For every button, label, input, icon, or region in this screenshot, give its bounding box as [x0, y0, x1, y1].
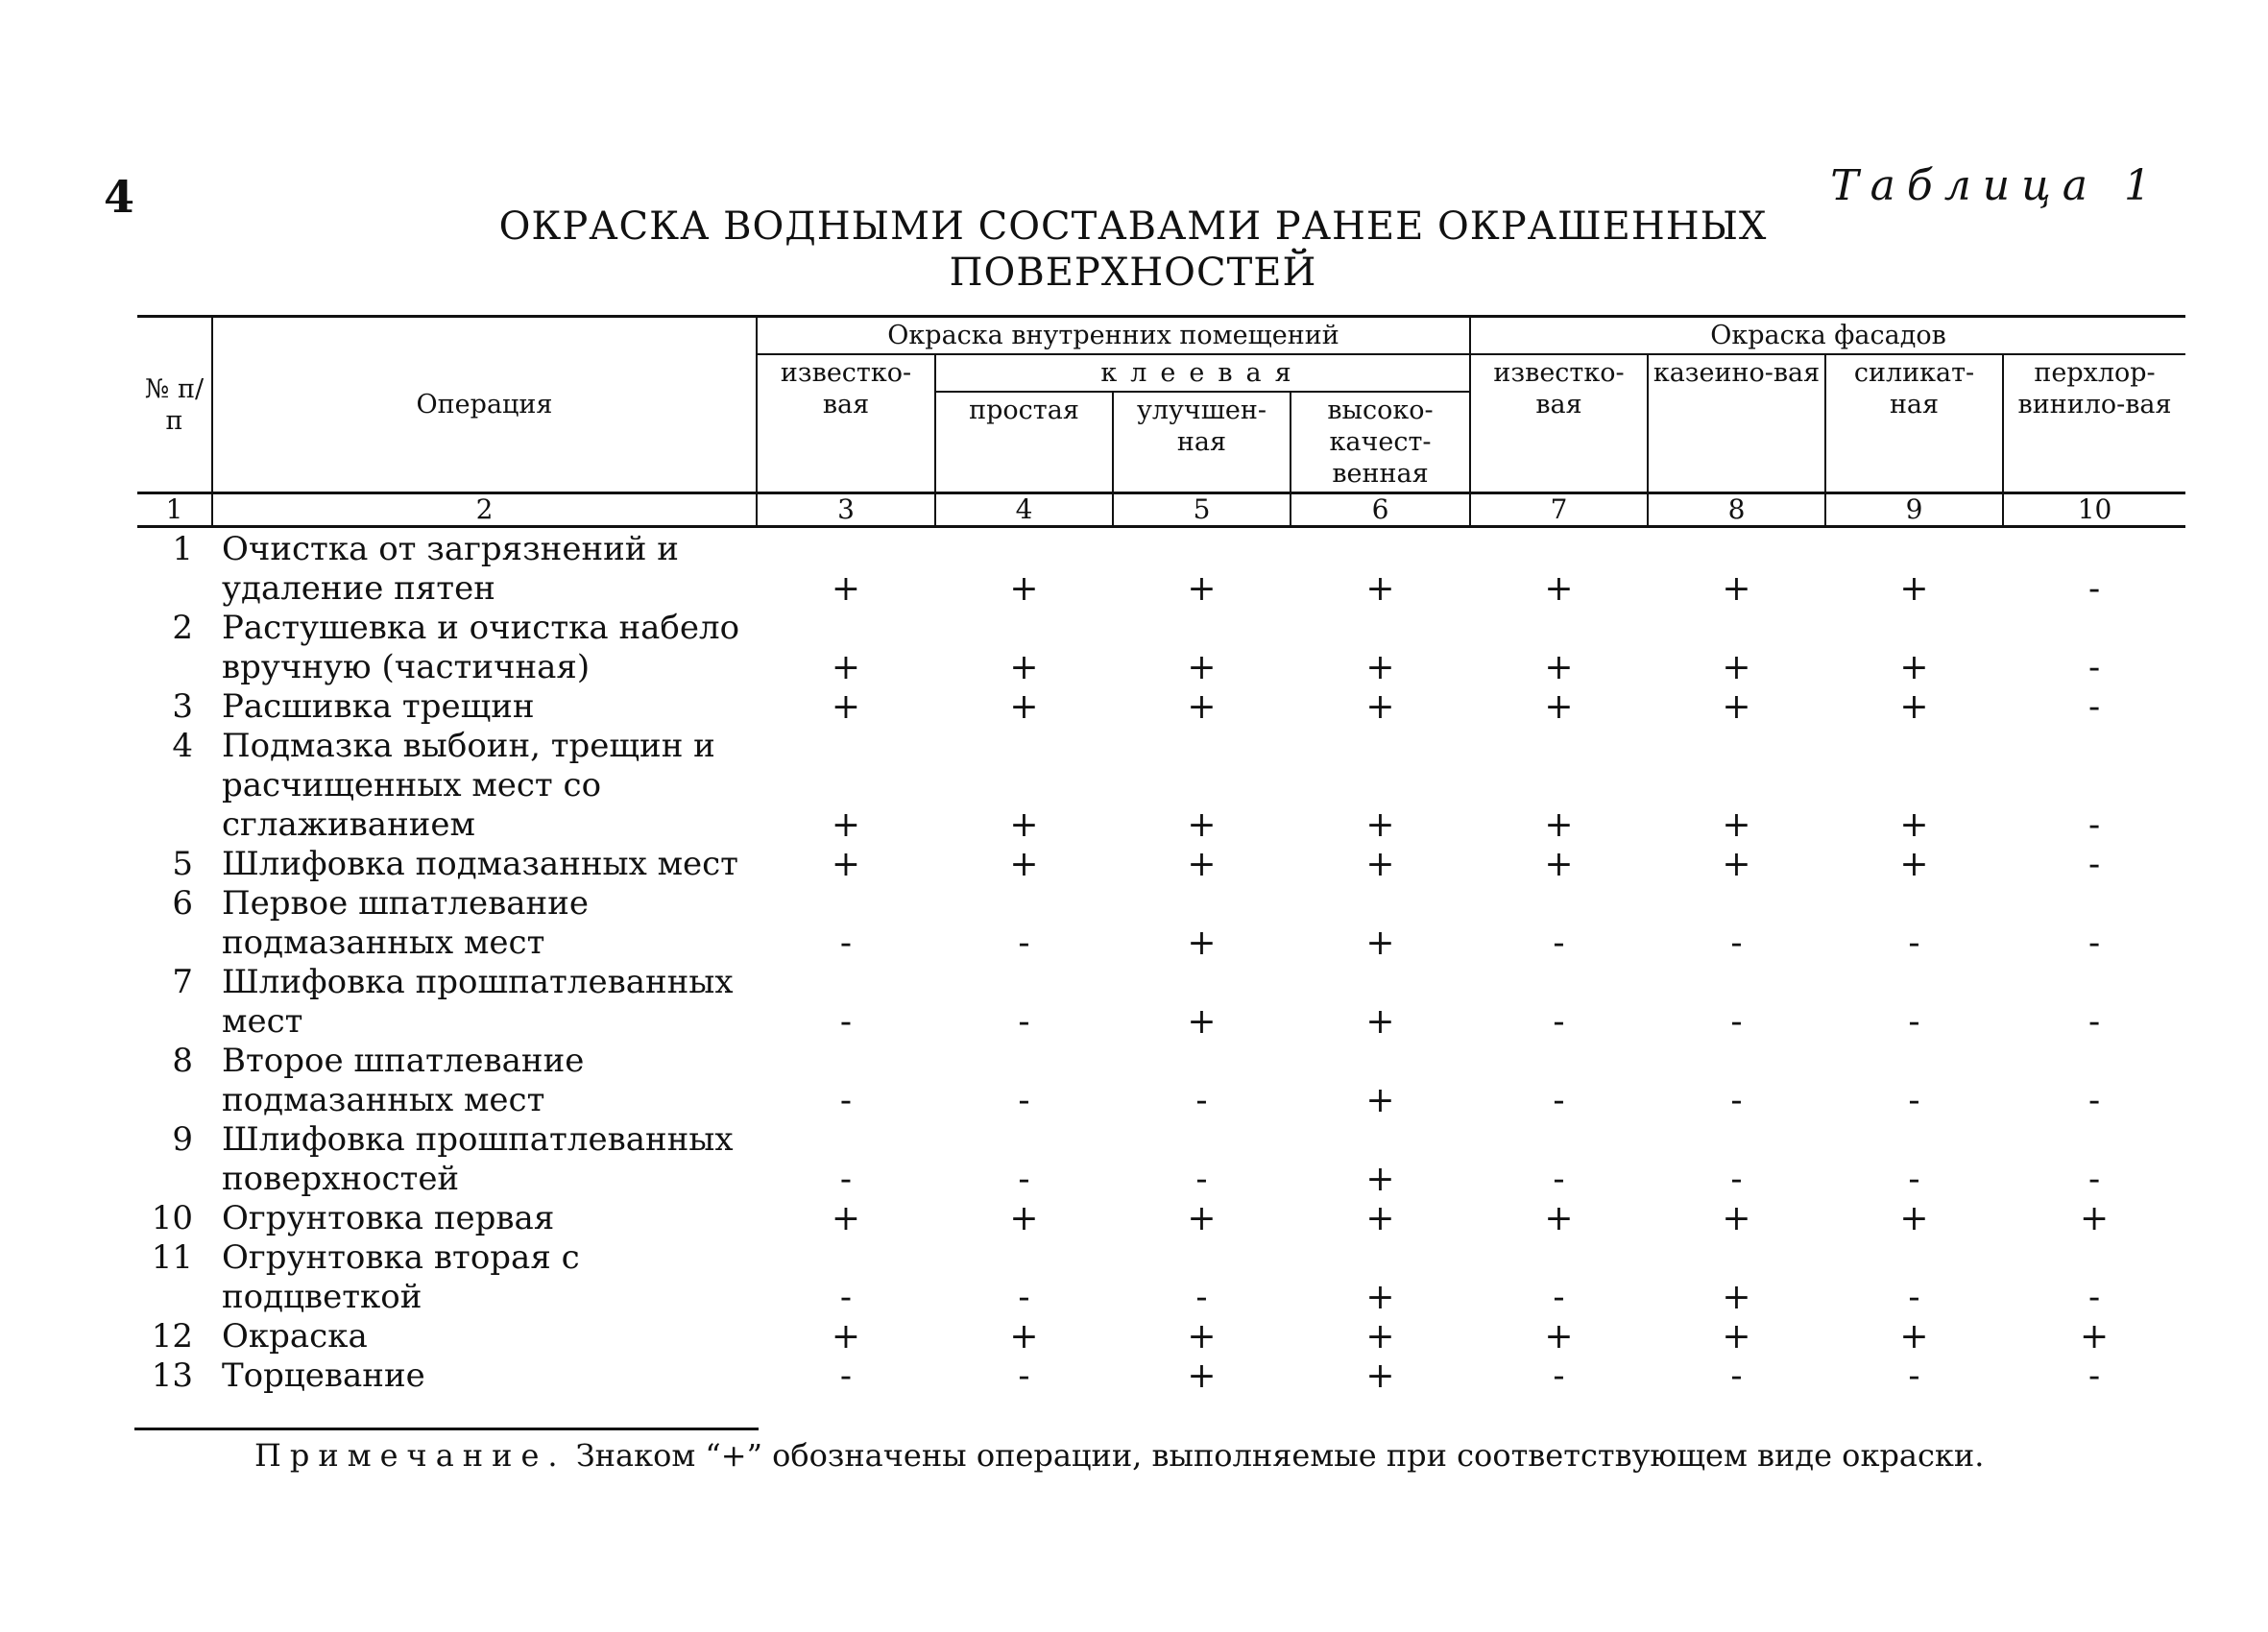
row-mark: + — [1365, 1278, 1395, 1317]
row-mark: - — [1730, 1356, 1743, 1396]
row-mark: + — [1544, 569, 1574, 609]
row-mark: + — [1899, 648, 1929, 687]
row-mark: + — [2079, 1317, 2110, 1356]
operations-table — [137, 315, 2185, 1396]
row-mark: - — [2087, 924, 2101, 963]
page-number: 4 — [104, 171, 135, 223]
row-operation: Шлифовка подмазанных мест — [222, 845, 738, 883]
row-mark: - — [1195, 1081, 1208, 1120]
row-operation: Второе шпатлевание подмазанных мест — [222, 1042, 585, 1119]
table-row — [137, 687, 2185, 727]
row-mark: + — [1365, 924, 1395, 963]
row-mark: + — [1365, 569, 1395, 609]
row-mark: + — [1544, 845, 1574, 884]
header-col-7: известко-вая — [1470, 354, 1648, 493]
row-mark: + — [1365, 687, 1395, 727]
row-operation: Огрунтовка первая — [222, 1199, 555, 1237]
row-mark: - — [2087, 1278, 2101, 1317]
row-mark: - — [1730, 1002, 1743, 1042]
row-operation: Огрунтовка вторая с подцветкой — [222, 1238, 580, 1316]
row-mark: - — [1018, 1356, 1030, 1396]
row-operation: Шлифовка прошпатлеванных поверхностей — [222, 1120, 734, 1198]
page-title — [451, 204, 1815, 296]
row-mark: - — [1553, 1278, 1565, 1317]
row-mark: - — [1908, 1356, 1920, 1396]
row-mark: - — [1018, 1160, 1030, 1199]
note-text: Знаком “+” обозначены операции, выполняемые при соответствующем виде окраски. — [575, 1437, 1985, 1474]
row-mark: + — [1187, 845, 1217, 884]
row-mark: + — [1722, 805, 1751, 845]
row-mark: - — [1018, 1278, 1030, 1317]
row-mark: + — [1365, 1317, 1395, 1356]
table-row — [137, 727, 2185, 845]
row-mark: - — [1553, 1002, 1565, 1042]
row-mark: + — [1544, 687, 1574, 727]
row-mark: + — [2079, 1199, 2110, 1238]
row-mark: - — [1195, 1160, 1208, 1199]
table-end-rule — [134, 1428, 759, 1430]
row-number: 1 — [172, 530, 193, 568]
row-mark: + — [1722, 1199, 1751, 1238]
row-mark: + — [1009, 845, 1039, 884]
row-mark: + — [1187, 805, 1217, 845]
table-row — [137, 1238, 2185, 1317]
header-facades: Окраска фасадов — [1470, 317, 2185, 355]
header-col-6: высоко-качест-венная — [1291, 392, 1470, 493]
row-mark: - — [2087, 1356, 2101, 1396]
row-mark: - — [2087, 1160, 2101, 1199]
row-mark: + — [1365, 1002, 1395, 1042]
col-number: 6 — [1291, 493, 1470, 527]
header-operation: Операция — [212, 317, 757, 493]
row-mark: + — [831, 648, 861, 687]
row-mark: - — [1018, 1081, 1030, 1120]
row-operation: Расшивка трещин — [222, 687, 535, 726]
column-number-row — [137, 493, 2185, 527]
row-mark: - — [839, 1278, 853, 1317]
row-number: 9 — [172, 1120, 193, 1159]
row-mark: + — [1365, 845, 1395, 884]
title-line-2: ПОВЕРХНОСТЕЙ — [949, 251, 1317, 295]
row-mark: + — [1722, 1278, 1751, 1317]
row-mark: - — [2087, 648, 2101, 687]
row-number: 6 — [172, 884, 193, 923]
header-col-5: улучшен-ная — [1113, 392, 1291, 493]
header-col-4: простая — [935, 392, 1113, 493]
row-mark: + — [1187, 1002, 1217, 1042]
row-operation: Очистка от загрязнений и удаление пятен — [222, 530, 679, 608]
row-number: 2 — [172, 609, 193, 647]
row-operation: Шлифовка прошпатлеванных мест — [222, 963, 734, 1041]
row-mark: + — [1187, 569, 1217, 609]
col-number: 9 — [1825, 493, 2003, 527]
operations-table-container — [137, 315, 2185, 1396]
row-operation: Торцевание — [222, 1356, 425, 1395]
row-mark: + — [1009, 687, 1039, 727]
row-mark: + — [1009, 569, 1039, 609]
row-mark: + — [1722, 569, 1751, 609]
col-number: 2 — [212, 493, 757, 527]
table-row — [137, 884, 2185, 963]
row-mark: + — [1544, 805, 1574, 845]
table-note — [254, 1437, 1984, 1474]
table-row — [137, 527, 2185, 610]
row-mark: + — [831, 569, 861, 609]
table-body — [137, 527, 2185, 1397]
table-label: Таблица 1 — [1830, 161, 2162, 210]
row-mark: - — [2087, 1081, 2101, 1120]
header-col-9: силикат-ная — [1825, 354, 2003, 493]
row-mark: + — [1365, 805, 1395, 845]
row-mark: + — [1544, 1199, 1574, 1238]
row-mark: - — [1195, 1278, 1208, 1317]
row-number: 3 — [172, 687, 193, 726]
row-mark: + — [1365, 1199, 1395, 1238]
row-mark: - — [1908, 1002, 1920, 1042]
row-mark: - — [2087, 687, 2101, 727]
row-number: 12 — [151, 1317, 193, 1356]
row-operation: Первое шпатлевание подмазанных мест — [222, 884, 590, 962]
table-row — [137, 1199, 2185, 1238]
row-mark: + — [1899, 1317, 1929, 1356]
row-number: 13 — [151, 1356, 193, 1395]
header-col-10: перхлор-винило-вая — [2003, 354, 2185, 493]
row-mark: + — [1187, 648, 1217, 687]
row-mark: - — [839, 1160, 853, 1199]
row-mark: - — [2087, 1002, 2101, 1042]
row-number: 7 — [172, 963, 193, 1001]
row-mark: + — [1009, 1199, 1039, 1238]
row-mark: - — [1553, 1160, 1565, 1199]
row-operation: Растушевка и очистка набело вручную (частичная) — [222, 609, 740, 686]
row-operation: Подмазка выбоин, трещин и расчищенных мест со сглаживанием — [222, 727, 715, 844]
table-row — [137, 1317, 2185, 1356]
row-mark: + — [1365, 648, 1395, 687]
row-mark: + — [1722, 687, 1751, 727]
row-mark: + — [1009, 648, 1039, 687]
row-mark: + — [1187, 1199, 1217, 1238]
table-row — [137, 1042, 2185, 1120]
note-label: Примечание. — [254, 1437, 567, 1474]
row-mark: - — [839, 1356, 853, 1396]
header-num: № п/п — [137, 317, 212, 493]
row-mark: - — [1908, 924, 1920, 963]
row-number: 10 — [151, 1199, 193, 1237]
col-number: 1 — [137, 493, 212, 527]
row-mark: + — [831, 687, 861, 727]
row-number: 4 — [172, 727, 193, 765]
row-mark: - — [2087, 845, 2101, 884]
row-mark: + — [1899, 1199, 1929, 1238]
col-number: 4 — [935, 493, 1113, 527]
row-mark: - — [1018, 924, 1030, 963]
table-row — [137, 1120, 2185, 1199]
col-number: 3 — [757, 493, 935, 527]
row-mark: + — [1009, 805, 1039, 845]
row-mark: + — [1544, 1317, 1574, 1356]
row-mark: + — [1899, 569, 1929, 609]
row-mark: - — [1553, 924, 1565, 963]
row-mark: + — [1365, 1081, 1395, 1120]
row-number: 11 — [151, 1238, 193, 1277]
col-number: 7 — [1470, 493, 1648, 527]
row-mark: + — [1544, 648, 1574, 687]
title-line-1: ОКРАСКА ВОДНЫМИ СОСТАВАМИ РАНЕЕ ОКРАШЕННЫХ — [498, 204, 1768, 249]
row-mark: - — [1730, 924, 1743, 963]
row-mark: - — [1553, 1081, 1565, 1120]
row-mark: - — [1553, 1356, 1565, 1396]
row-mark: + — [1722, 648, 1751, 687]
row-mark: + — [1899, 687, 1929, 727]
row-mark: - — [1018, 1002, 1030, 1042]
row-mark: + — [831, 1317, 861, 1356]
row-number: 8 — [172, 1042, 193, 1080]
row-mark: + — [1365, 1356, 1395, 1396]
header-col-3: известко-вая — [757, 354, 935, 493]
row-mark: + — [1365, 1160, 1395, 1199]
row-mark: + — [1722, 1317, 1751, 1356]
row-mark: - — [1908, 1081, 1920, 1120]
table-row — [137, 609, 2185, 687]
row-mark: - — [1908, 1278, 1920, 1317]
row-mark: - — [839, 924, 853, 963]
header-col-8: казеино-вая — [1648, 354, 1825, 493]
row-mark: + — [831, 845, 861, 884]
row-number: 5 — [172, 845, 193, 883]
table-row — [137, 845, 2185, 884]
row-mark: + — [1899, 845, 1929, 884]
header-interior: Окраска внутренних помещений — [757, 317, 1470, 355]
row-operation: Окраска — [222, 1317, 368, 1356]
row-mark: - — [2087, 805, 2101, 845]
table-row — [137, 963, 2185, 1042]
row-mark: + — [1187, 924, 1217, 963]
row-mark: + — [1187, 687, 1217, 727]
row-mark: + — [1187, 1356, 1217, 1396]
row-mark: - — [839, 1081, 853, 1120]
row-mark: + — [831, 1199, 861, 1238]
row-mark: + — [1722, 845, 1751, 884]
row-mark: - — [1908, 1160, 1920, 1199]
row-mark: + — [1899, 805, 1929, 845]
row-mark: - — [839, 1002, 853, 1042]
table-row — [137, 1356, 2185, 1396]
row-mark: + — [831, 805, 861, 845]
col-number: 5 — [1113, 493, 1291, 527]
header-glue: клеевая — [935, 354, 1470, 392]
col-number: 10 — [2003, 493, 2185, 527]
row-mark: - — [1730, 1160, 1743, 1199]
row-mark: + — [1009, 1317, 1039, 1356]
row-mark: - — [2087, 569, 2101, 609]
row-mark: + — [1187, 1317, 1217, 1356]
col-number: 8 — [1648, 493, 1825, 527]
row-mark: - — [1730, 1081, 1743, 1120]
